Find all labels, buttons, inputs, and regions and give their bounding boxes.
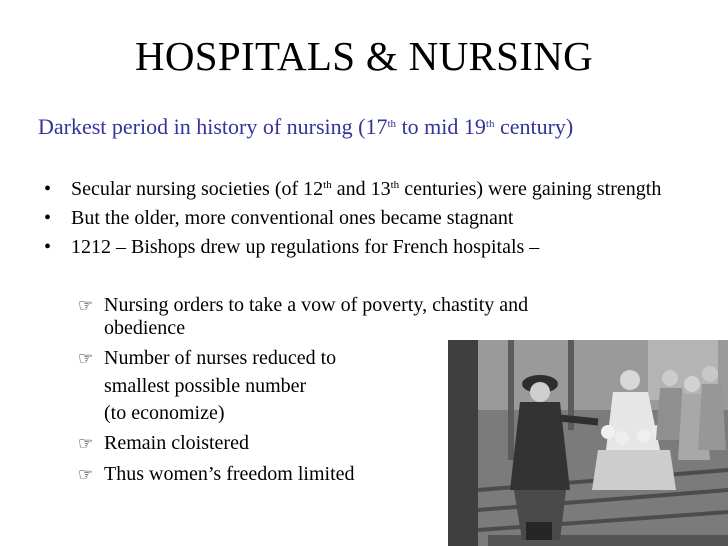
pointing-hand-icon: ☞ (78, 349, 94, 368)
bullet-dot: • (44, 207, 52, 229)
bullet-text: But the older, more conventional ones became stagnant (71, 207, 514, 229)
sub-item-vow (78, 294, 638, 339)
bullet-item-1212 (44, 236, 684, 258)
lead-sup-b: th (485, 118, 495, 130)
sub-item-line: Number of nurses reduced to (104, 347, 337, 369)
lead-text-a: Darkest period in history of nursing (17 (38, 114, 388, 139)
pointing-hand-icon: ☞ (78, 465, 94, 484)
lead-sup-a: th (387, 118, 397, 130)
bullet-item-secular (44, 178, 684, 200)
bullet-text-b: and 13 (331, 178, 391, 200)
sub-item-line: obedience (104, 317, 186, 339)
lead-statement (38, 114, 728, 140)
bullet-dot: • (44, 236, 52, 258)
lead-text-c: century) (494, 114, 574, 139)
lead-text-b: to mid 19 (396, 114, 486, 139)
pointing-hand-icon: ☞ (78, 296, 94, 315)
slide-title: HOSPITALS & NURSING (134, 33, 594, 79)
sub-item-continuation: (to economize) (104, 402, 225, 424)
bullet-text-c: centuries) were gaining strength (399, 178, 662, 200)
photo-illustration (448, 340, 728, 546)
pointing-hand-icon: ☞ (78, 434, 94, 453)
bullet-item-stagnant (44, 207, 684, 229)
bullet-text-a: Secular nursing societies (of 12 (71, 178, 324, 200)
sub-item-line: Thus women’s freedom limited (104, 463, 355, 485)
bullet-sup-b: th (390, 179, 400, 191)
bullet-list (44, 178, 684, 265)
sub-item-line: Remain cloistered (104, 432, 249, 454)
bullet-dot: • (44, 178, 52, 200)
sub-item-line: Nursing orders to take a vow of poverty, chastity and (104, 294, 529, 316)
historical-photo (448, 340, 728, 546)
bullet-sup-a: th (323, 179, 332, 191)
bullet-text: 1212 – Bishops drew up regulations for French hospitals – (71, 236, 540, 258)
sub-item-continuation: smallest possible number (104, 375, 307, 397)
